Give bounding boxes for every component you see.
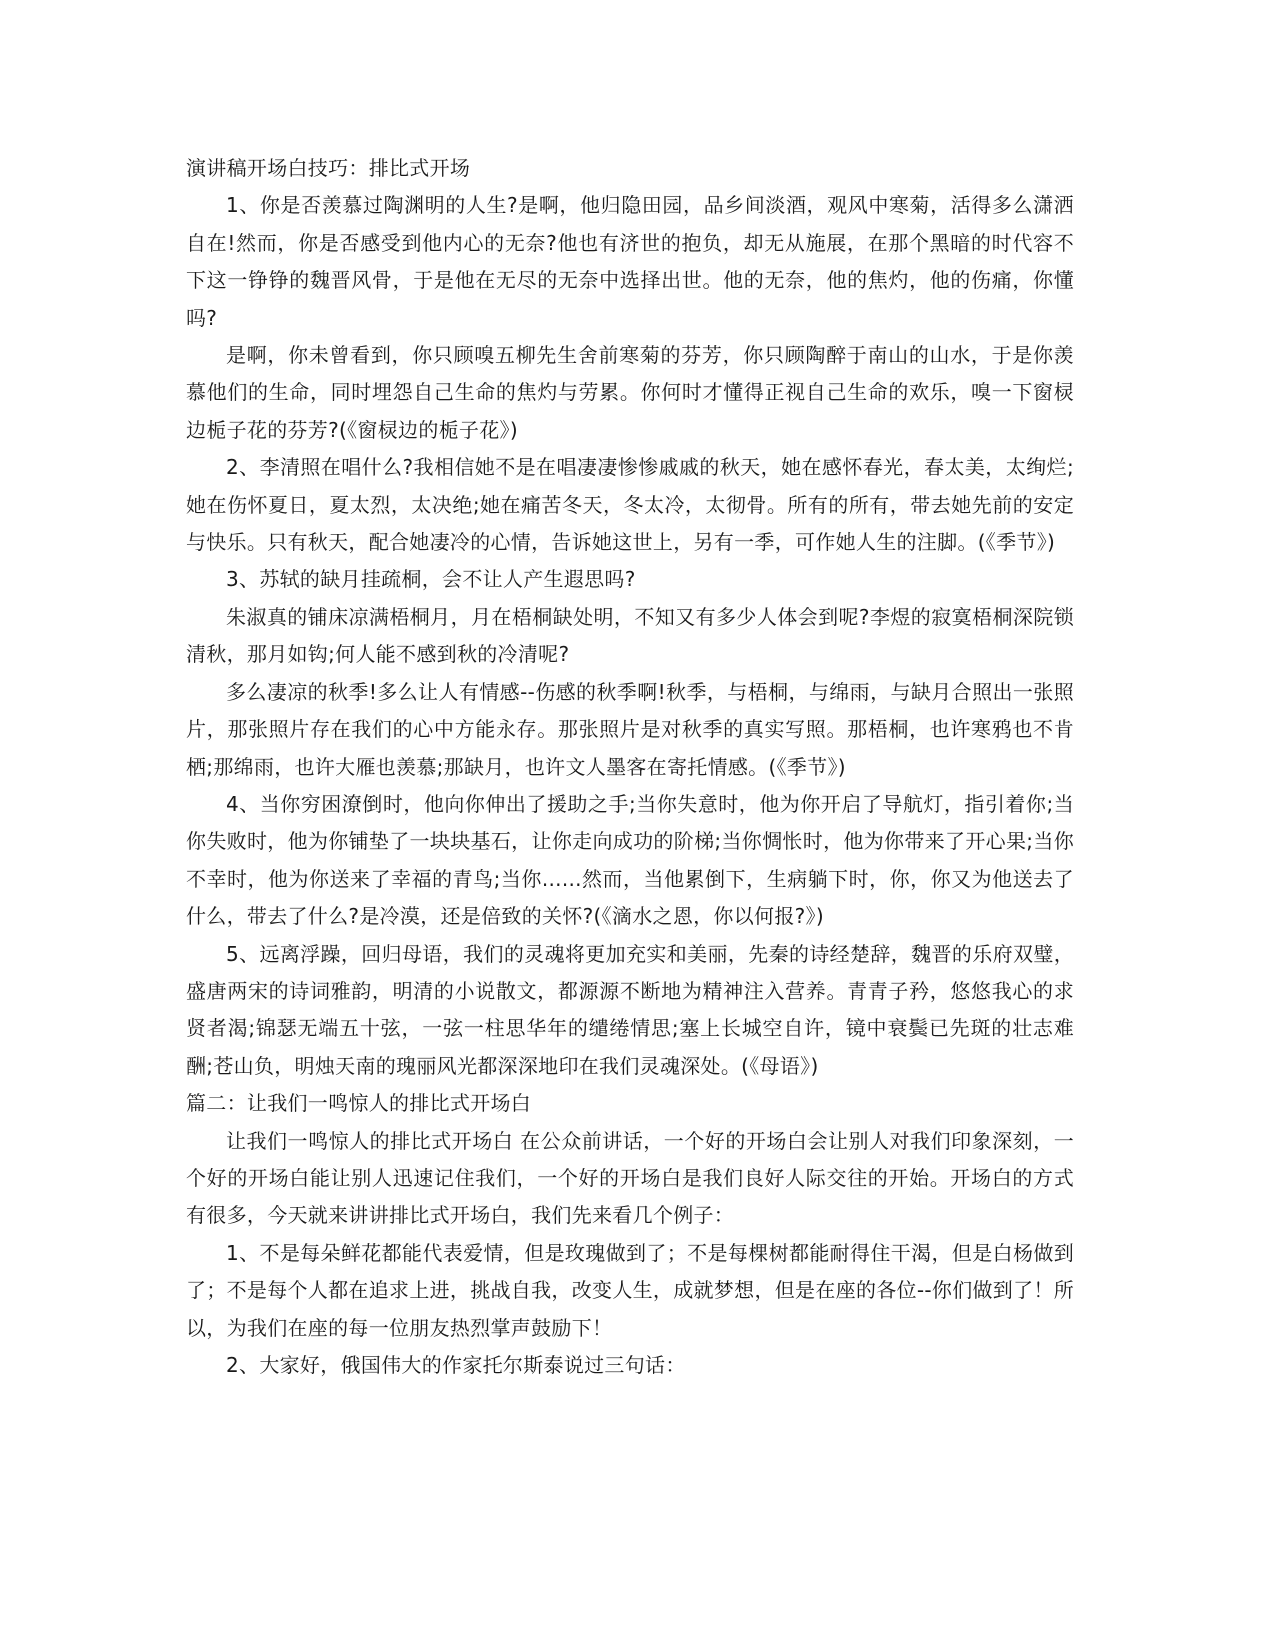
paragraph: 2、大家好，俄国伟大的作家托尔斯泰说过三句话：	[226, 1353, 686, 1377]
document-body	[186, 150, 1074, 1384]
paragraph: 朱淑真的铺床凉满梧桐月，月在梧桐缺处明，不知又有多少人体会到呢?李煜的寂寞梧桐深院锁清秋，那月如钩;何人能不感到秋的冷清呢?	[186, 604, 1074, 667]
paragraph: 让我们一鸣惊人的排比式开场白 在公众前讲话，一个好的开场白会让别人对我们印象深刻，一个好的开场白能让别人迅速记住我们，一个好的开场白是我们良好人际交往的开始。开场白的方式有很多，今天就来讲讲排比式开场白，我们先来看几个例子：	[186, 1128, 1074, 1228]
paragraph: 1、你是否羡慕过陶渊明的人生?是啊，他归隐田园，品乡间淡酒，观风中寒菊，活得多么潇洒自在!然而，你是否感受到他内心的无奈?他也有济世的抱负，却无从施展，在那个黑暗的时代容不下这一铮铮的魏晋风骨，于是他在无尽的无奈中选择出世。他的无奈，他的焦灼，他的伤痛，你懂吗?	[186, 193, 1074, 330]
paragraph: 4、当你穷困潦倒时，他向你伸出了援助之手;当你失意时，他为你开启了导航灯，指引着你;当你失败时，他为你铺垫了一块块基石，让你走向成功的阶梯;当你惆怅时，他为你带来了开心果;当你不幸时，他为你送来了幸福的青鸟;当你......然而，当他累倒下，生病躺下时，你，你又为他送去了什么，带去了什么?是冷漠，还是倍致的关怀?(《滴水之恩，你以何报?》)	[186, 791, 1074, 929]
paragraph: 2、李清照在唱什么?我相信她不是在唱凄凄惨惨戚戚的秋天，她在感怀春光，春太美，太绚烂;她在伤怀夏日，夏太烈，太决绝;她在痛苦冬天，冬太冷，太彻骨。所有的所有，带去她先前的安定与快乐。只有秋天，配合她凄冷的心情，告诉她这世上，另有一季，可作她人生的注脚。(《季节》)	[186, 455, 1074, 555]
paragraph: 5、远离浮躁，回归母语，我们的灵魂将更加充实和美丽，先秦的诗经楚辞，魏晋的乐府双璧，盛唐两宋的诗词雅韵，明清的小说散文，都源源不断地为精神注入营养。青青子矜，悠悠我心的求贤者渴;锦瑟无端五十弦，一弦一柱思华年的缱绻情思;塞上长城空自许，镜中衰鬓已先斑的壮志难酬;苍山负，明烛天南的瑰丽风光都深深地印在我们灵魂深处。(《母语》)	[186, 941, 1074, 1078]
paragraph: 是啊，你未曾看到，你只顾嗅五柳先生舍前寒菊的芬芳，你只顾陶醉于南山的山水，于是你羡慕他们的生命，同时埋怨自己生命的焦灼与劳累。你何时才懂得正视自己生命的欢乐，嗅一下窗棂边栀子花的芬芳?(《窗棂边的栀子花》)	[186, 343, 1074, 442]
section-title: 篇二：让我们一鸣惊人的排比式开场白	[186, 1091, 532, 1116]
paragraph: 3、苏轼的缺月挂疏桐，会不让人产生遐思吗?	[226, 567, 636, 592]
paragraph: 1、不是每朵鲜花都能代表爱情，但是玫瑰做到了；不是每棵树都能耐得住干渴，但是白杨做到了；不是每个人都在追求上进，挑战自我，改变人生，成就梦想，但是在座的各位--你们做到了！所以，为我们在座的每一位朋友热烈掌声鼓励下！	[186, 1240, 1074, 1340]
document-title: 演讲稿开场白技巧：排比式开场	[186, 156, 471, 180]
paragraph: 多么凄凉的秋季!多么让人有情感--伤感的秋季啊!秋季，与梧桐，与绵雨，与缺月合照出一张照片，那张照片存在我们的心中方能永存。那张照片是对秋季的真实写照。那梧桐，也许寒鸦也不肯栖;那绵雨，也许大雁也羡慕;那缺月，也许文人墨客在寄托情感。(《季节》)	[186, 679, 1074, 779]
